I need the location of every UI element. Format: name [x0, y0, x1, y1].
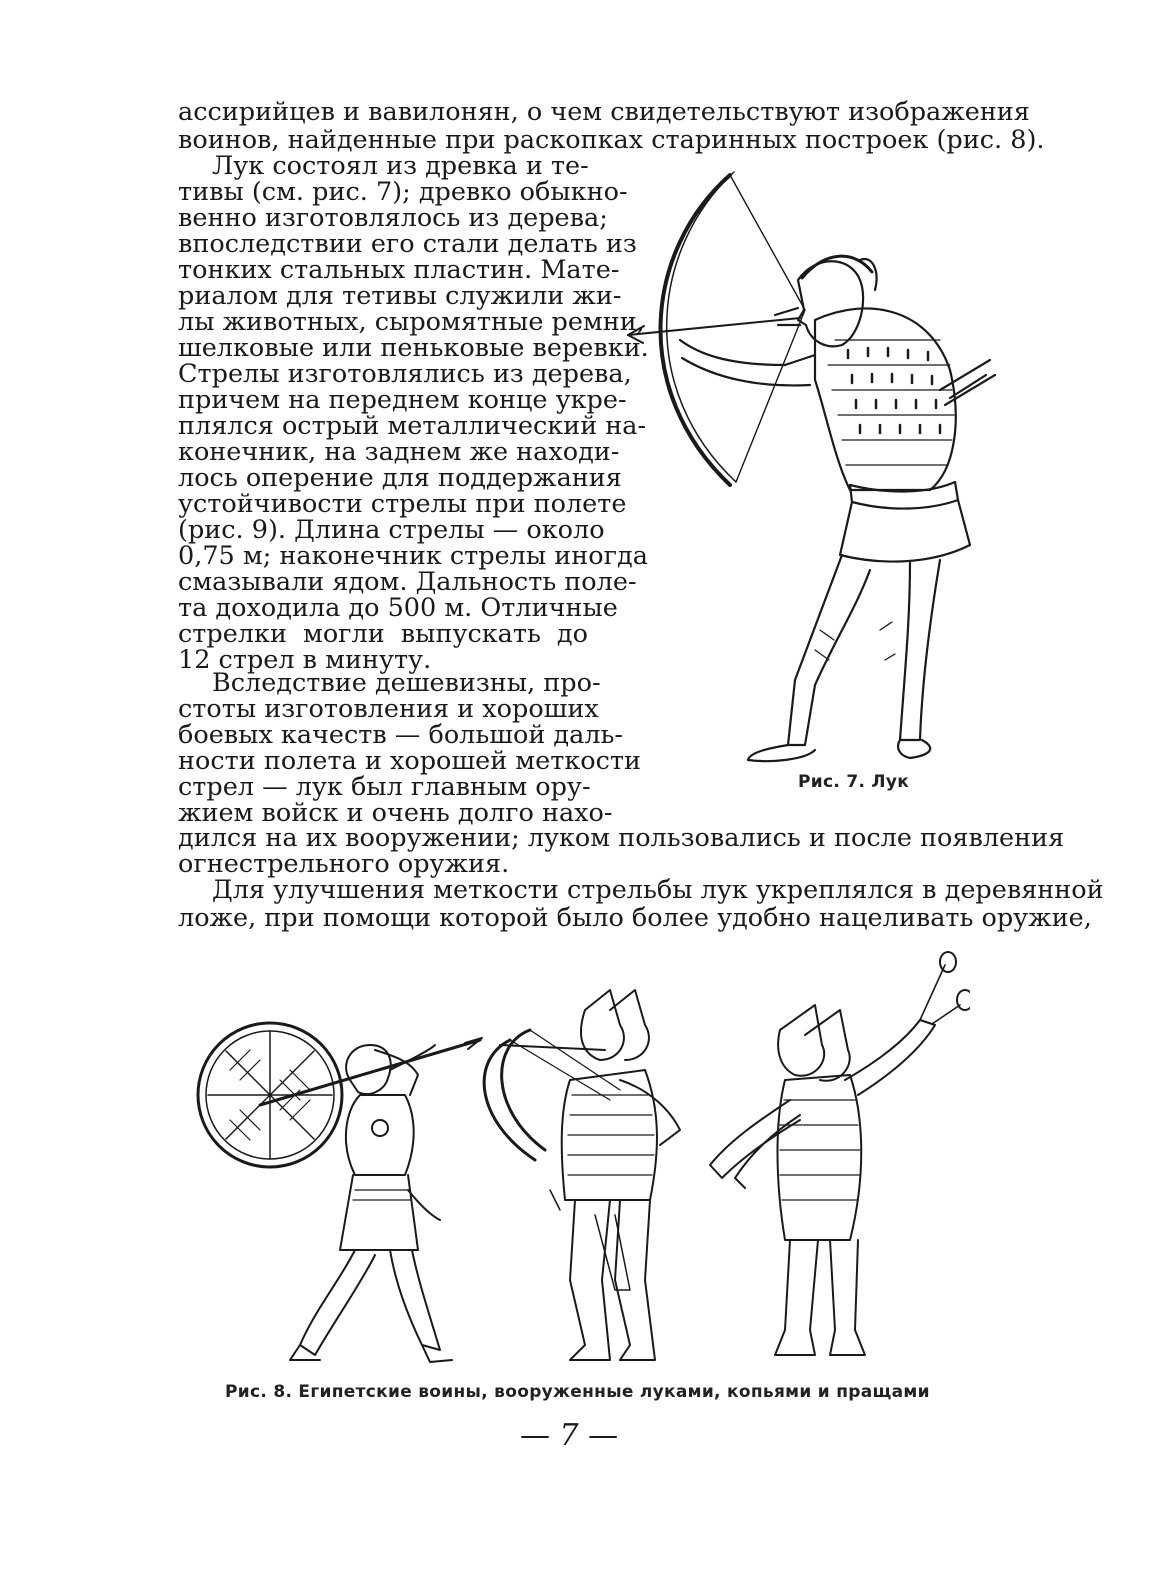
archer-arm: [680, 340, 815, 365]
shield: [198, 1023, 342, 1167]
text-line: воинов, найденные при раскопках старинных построек (рис. 8).: [178, 125, 1045, 155]
spearman: [290, 1045, 452, 1362]
text-line: лось оперение для поддержания: [178, 463, 622, 493]
text-line: Лук состоял из древка и те-: [212, 151, 589, 181]
text-line: стоты изготовления и хороших: [178, 694, 599, 724]
archers: [550, 990, 680, 1360]
text-line: (рис. 9). Длина стрелы — около: [178, 515, 605, 545]
text-line: конечник, на заднем же находи-: [178, 437, 620, 467]
text-line: дился на их вооружении; луком пользовались и после появления: [178, 823, 1065, 853]
text-line: ложе, при помощи которой было более удобно нацеливать оружие,: [178, 903, 1092, 933]
text-line: 12 стрел в минуту.: [178, 645, 432, 675]
text-line: шелковые или пеньковые веревки.: [178, 333, 649, 363]
text-line: огнестрельного оружия.: [178, 849, 510, 879]
text-line: боевых качеств — большой даль-: [178, 720, 624, 750]
figure-8-caption: Рис. 8. Египетские воины, вооруженные луками, копьями и пращами: [225, 1382, 930, 1402]
figure-warriors-illustration: [190, 950, 970, 1378]
page-number: — 7 —: [520, 1418, 619, 1453]
text-line: та доходила до 500 м. Отличные: [178, 593, 618, 623]
text-line: тивы (см. рис. 7); древко обыкно-: [178, 177, 628, 207]
text-line: тонких стальных пластин. Мате-: [178, 255, 620, 285]
slingers: [710, 952, 970, 1355]
text-line: стрелки могли выпускать до: [178, 619, 588, 649]
arrow: [628, 318, 800, 335]
text-line: 0,75 м; наконечник стрелы иногда: [178, 541, 648, 571]
text-line: причем на переднем конце укре-: [178, 385, 627, 415]
text-line: венно изготовлялось из дерева;: [178, 203, 608, 233]
archer-leg: [788, 555, 870, 745]
text-line: Для улучшения меткости стрельбы лук укреплялся в деревянной: [212, 875, 1104, 905]
text-line: устойчивости стрелы при полете: [178, 489, 627, 519]
archer-torso: [815, 308, 956, 490]
text-line: ности полета и хорошей меткости: [178, 746, 642, 776]
bow-string: [730, 175, 805, 482]
figure-archer-illustration: [610, 160, 1010, 765]
text-line: риалом для тетивы служили жи-: [178, 281, 622, 311]
text-line: впоследствии его стали делать из: [178, 229, 637, 259]
text-line: ассирийцев и вавилонян, о чем свидетельствуют изображения: [178, 97, 1030, 127]
text-line: Стрелы изготовлялись из дерева,: [178, 359, 632, 389]
bow-limb: [484, 1040, 535, 1160]
archer-head: [798, 261, 863, 346]
text-line: жием войск и очень долго нахо-: [178, 798, 613, 828]
sling: [920, 965, 960, 1024]
text-line: плялся острый металлический на-: [178, 411, 647, 441]
text-line: стрел — лук был главным ору-: [178, 772, 591, 802]
text-line: Вследствие дешевизны, про-: [212, 668, 601, 698]
figure-7-caption: Рис. 7. Лук: [798, 772, 910, 792]
text-line: смазывали ядом. Дальность поле-: [178, 567, 637, 597]
text-line: лы животных, сыромятные ремни,: [178, 307, 645, 337]
